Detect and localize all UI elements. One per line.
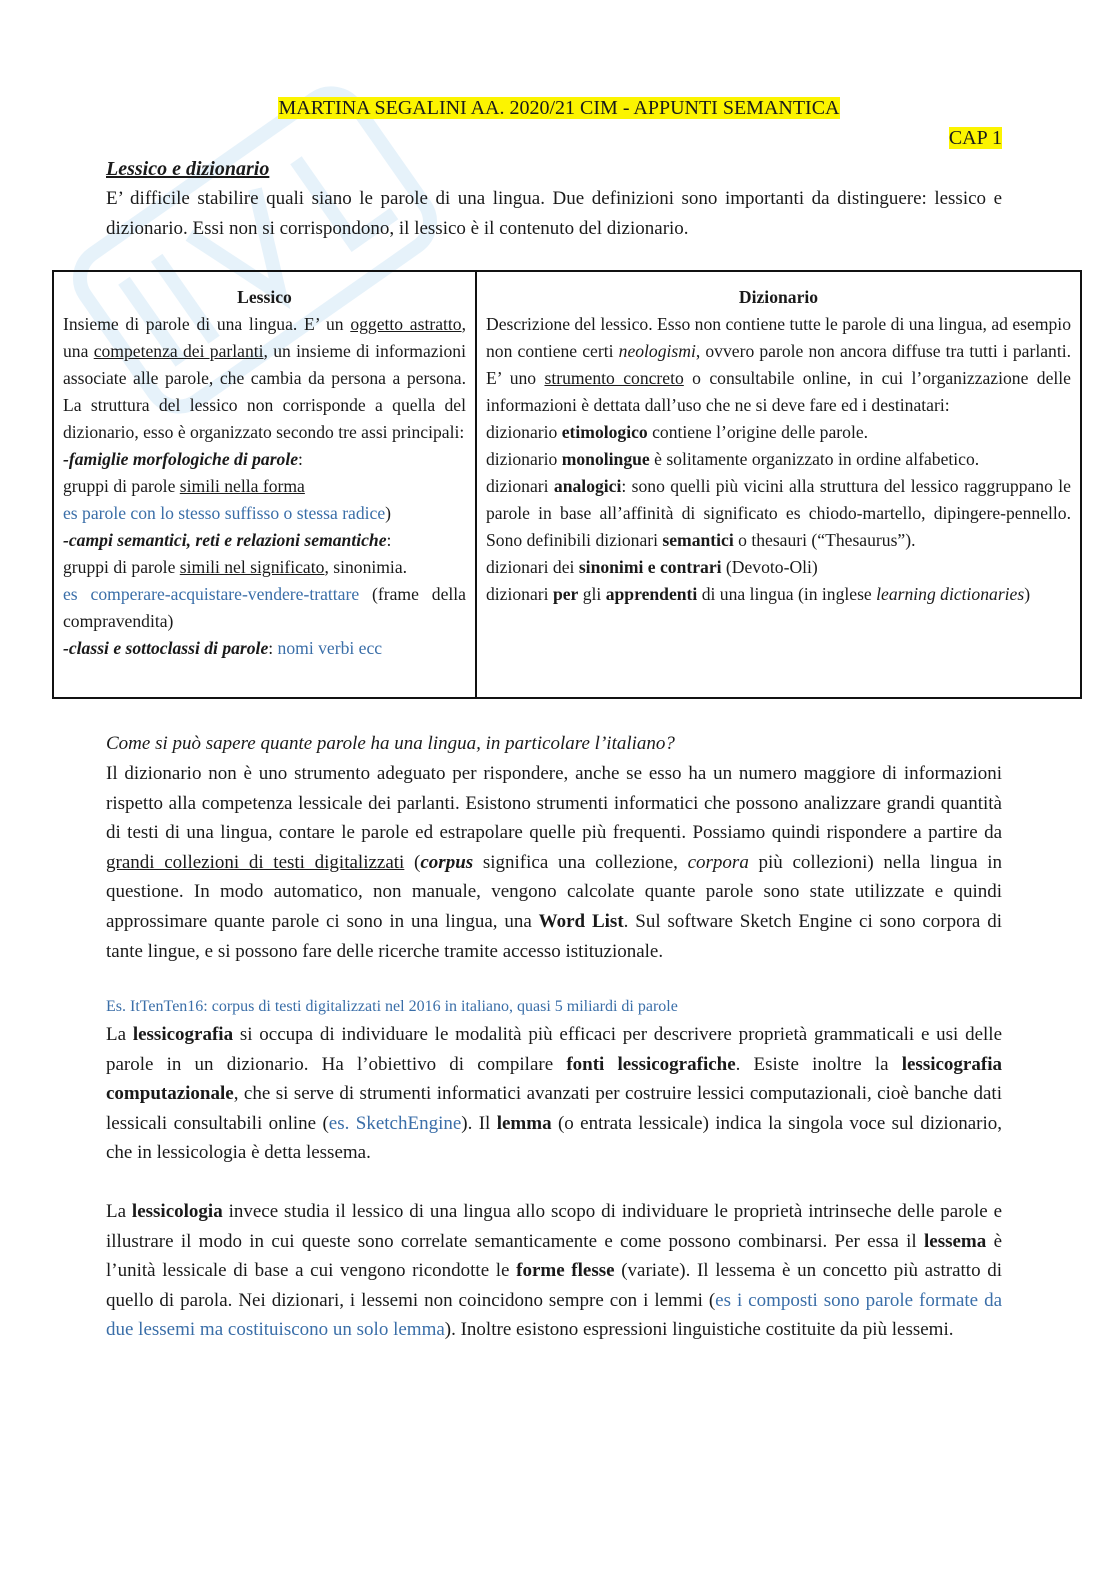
lessico-definition: Insieme di parole di una lingua. E’ un oggetto astratto, una competenza dei parlanti, un insieme di informazioni associate alle parole, che cambia da persona a persona. La struttura del lessico non corrisponde a quella del dizionario, esso è organizzato secondo tre assi principali: xyxy=(63,314,466,442)
paragraph-lessicologia: La lessicologia invece studia il lessico di una lingua allo scopo di individuare le proprietà intrinseche delle parole e illustrare il modo in cui queste sono correlate semanticamente e come possono combinarsi. Per essa il lessema è l’unità lessicale di base a cui vengono ricondotte le forme flesse (variate). Il lessema è un concetto più astratto di quello di parola. Nei dizionari, i lessemi non coincidono sempre con i lemmi (es i composti sono parole formate da due lessemi ma costituiscono un solo lemma). Inoltre esistono espressioni linguistiche costituite da più lessemi. xyxy=(106,1201,1003,1341)
paragraph-corpus: Il dizionario non è uno strumento adeguato per rispondere, anche se esso ha un numero maggiore di informazioni rispetto alla competenza lessicale dei parlanti. Esistono strumenti informatici che possono analizzare grandi quantità di testi di una lingua, contare le parole ed estrapolare quelle più frequenti. Possiamo quindi rispondere a partire da grandi collezioni di testi digitalizzati (corpus significa una collezione, corpora più collezioni) nella lingua in questione. In modo automatico, non manuale, vengono calcolate quante parole sono state utilizzate e quindi approssimare quante parole ci sono in una lingua, una Word List. Sul software Sketch Engine ci sono corpora di tante lingue, e si possono fare delle ricerche tramite accesso istituzionale. xyxy=(106,763,1003,962)
axis-morphological-desc: gruppi di parole simili nella forma xyxy=(63,476,305,496)
dict-learners: dizionari per gli apprendenti di una lingua (in inglese learning dictionaries) xyxy=(486,584,1031,604)
axis-classes: -classi e sottoclassi di parole: nomi verbi ecc xyxy=(63,638,383,658)
dizionario-header: Dizionario xyxy=(738,287,819,307)
question-line: Come si può sapere quante parole ha una lingua, in particolare l’italiano? xyxy=(106,733,675,754)
dizionario-cell xyxy=(476,271,1081,698)
axis-semantic-desc: gruppi di parole simili nel significato, sinonimia. xyxy=(63,557,408,577)
lessico-header: Lessico xyxy=(237,287,292,307)
section-heading: Lessico e dizionario xyxy=(106,158,270,180)
dict-monolingual: dizionario monolingue è solitamente organizzato in ordine alfabetico. xyxy=(486,449,980,469)
chapter-label: CAP 1 xyxy=(948,127,1002,149)
dizionario-definition: Descrizione del lessico. Esso non contiene tutte le parole di una lingua, ad esempio non contiene certi neologismi, ovvero parole non ancora diffuse tra tutti i parlanti. E’ uno strumento concreto o consultabile online, in cui l’organizzazione delle informazioni è dettata dall’uso che ne si deve fare ed i destinatari: xyxy=(486,314,1071,415)
axis-semantic: -campi semantici, reti e relazioni semantiche: xyxy=(63,530,392,550)
axis-morphological: -famiglie morfologiche di parole: xyxy=(63,449,303,469)
dict-synonyms: dizionari dei sinonimi e contrari (Devoto-Oli) xyxy=(486,557,818,577)
intro-paragraph: E’ difficile stabilire quali siano le parole di una lingua. Due definizioni sono importanti da distinguere: lessico e dizionario. Essi non si corrispondono, il lessico è il contenuto del dizionario. xyxy=(106,188,1002,239)
example-note: Es. ItTenTen16: corpus di testi digitalizzati nel 2016 in italiano, quasi 5 miliardi di parole xyxy=(106,998,678,1015)
paragraph-lessicografia: La lessicografia si occupa di individuare le modalità più efficaci per descrivere proprietà grammaticali e usi delle parole in un dizionario. Ha l’obiettivo di compilare fonti lessicografiche. Esiste inoltre la lessicografia computazionale, che si serve di strumenti informatici avanzati per costruire lessici computazionali, cioè banche dati lessicali consultabili online (es. SketchEngine). Il lemma (o entrata lessicale) indica la singola voce sul dizionario, che in lessicologia è detta lessema. xyxy=(106,1024,1003,1164)
comparison-table xyxy=(52,270,1082,699)
dict-analogical: dizionari analogici: sono quelli più vicini alla struttura del lessico raggruppano le parole in base all’affinità di significato es chiodo-martello, dipingere-pennello. Sono definibili dizionari semantici o thesauri (“Thesaurus”). xyxy=(486,476,1071,550)
lessico-cell xyxy=(53,271,476,698)
axis-morphological-example: es parole con lo stesso suffisso o stessa radice) xyxy=(63,503,392,523)
axis-semantic-example: es comperare-acquistare-vendere-trattare (frame della compravendita) xyxy=(63,584,466,631)
document-title: MARTINA SEGALINI AA. 2020/21 CIM - APPUNTI SEMANTICA xyxy=(278,97,840,119)
dict-etymological: dizionario etimologico contiene l’origine delle parole. xyxy=(486,422,869,442)
